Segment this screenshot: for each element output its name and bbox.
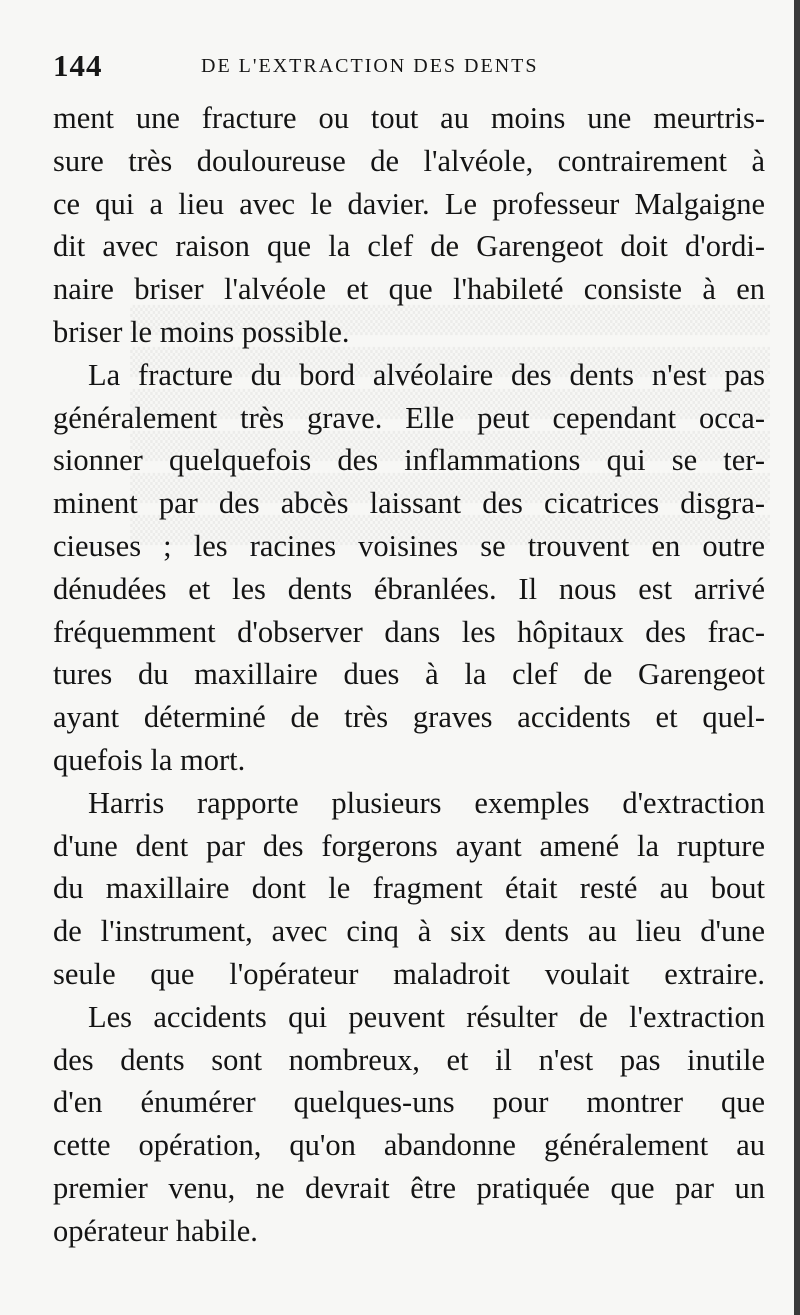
page-header xyxy=(53,48,765,88)
text-line: généralement très grave. Elle peut cependant occa- xyxy=(53,400,765,435)
text-line: Harris rapporte plusieurs exemples d'extraction xyxy=(88,785,765,820)
body-text xyxy=(53,97,765,1253)
text-line: dit avec raison que la clef de Garengeot doit d'ordi- xyxy=(53,229,765,264)
text-line: dénudées et les dents ébranlées. Il nous est arrivé xyxy=(53,571,765,606)
text-line: de l'instrument, avec cinq à six dents au lieu d'une xyxy=(53,914,765,949)
paragraph xyxy=(53,782,765,996)
text-line: minent par des abcès laissant des cicatrices disgra- xyxy=(53,486,765,521)
text-line: d'une dent par des forgerons ayant amené la rupture xyxy=(53,828,765,863)
paragraph xyxy=(53,354,765,782)
paragraph xyxy=(53,996,765,1253)
text-line: ce qui a lieu avec le davier. Le professeur Malgaigne xyxy=(53,186,765,221)
text-line: cette opération, qu'on abandonne généralement au xyxy=(53,1128,765,1163)
text-line: La fracture du bord alvéolaire des dents n'est pas xyxy=(88,357,765,392)
text-line: fréquemment d'observer dans les hôpitaux des frac- xyxy=(53,614,765,649)
text-line: du maxillaire dont le fragment était resté au bout xyxy=(53,871,765,906)
text-line: quefois la mort. xyxy=(53,742,246,777)
text-line: ment une fracture ou tout au moins une meurtris- xyxy=(53,101,765,135)
text-line: ayant déterminé de très graves accidents et quel- xyxy=(53,700,765,735)
paragraph xyxy=(53,97,765,354)
text-line: premier venu, ne devrait être pratiquée que par un xyxy=(53,1170,765,1205)
page-number: 144 xyxy=(53,48,103,83)
text-line: sionner quelquefois des inflammations qui se ter- xyxy=(53,443,765,478)
text-line: Les accidents qui peuvent résulter de l'extraction xyxy=(88,999,765,1034)
text-line: tures du maxillaire dues à la clef de Garengeot xyxy=(53,657,765,692)
text-line: d'en énumérer quelques-uns pour montrer que xyxy=(53,1085,765,1120)
text-line: cieuses ; les racines voisines se trouvent en outre xyxy=(53,528,765,563)
text-line: naire briser l'alvéole et que l'habileté consiste à en xyxy=(53,272,765,307)
text-line: seule que l'opérateur maladroit voulait extraire. xyxy=(53,956,765,991)
text-line: briser le moins possible. xyxy=(53,314,350,349)
text-line: sure très douloureuse de l'alvéole, contrairement à xyxy=(53,143,765,178)
text-line: opérateur habile. xyxy=(53,1213,258,1248)
running-head: DE L'EXTRACTION DES DENTS xyxy=(201,55,539,77)
text-line: des dents sont nombreux, et il n'est pas inutile xyxy=(53,1042,765,1077)
